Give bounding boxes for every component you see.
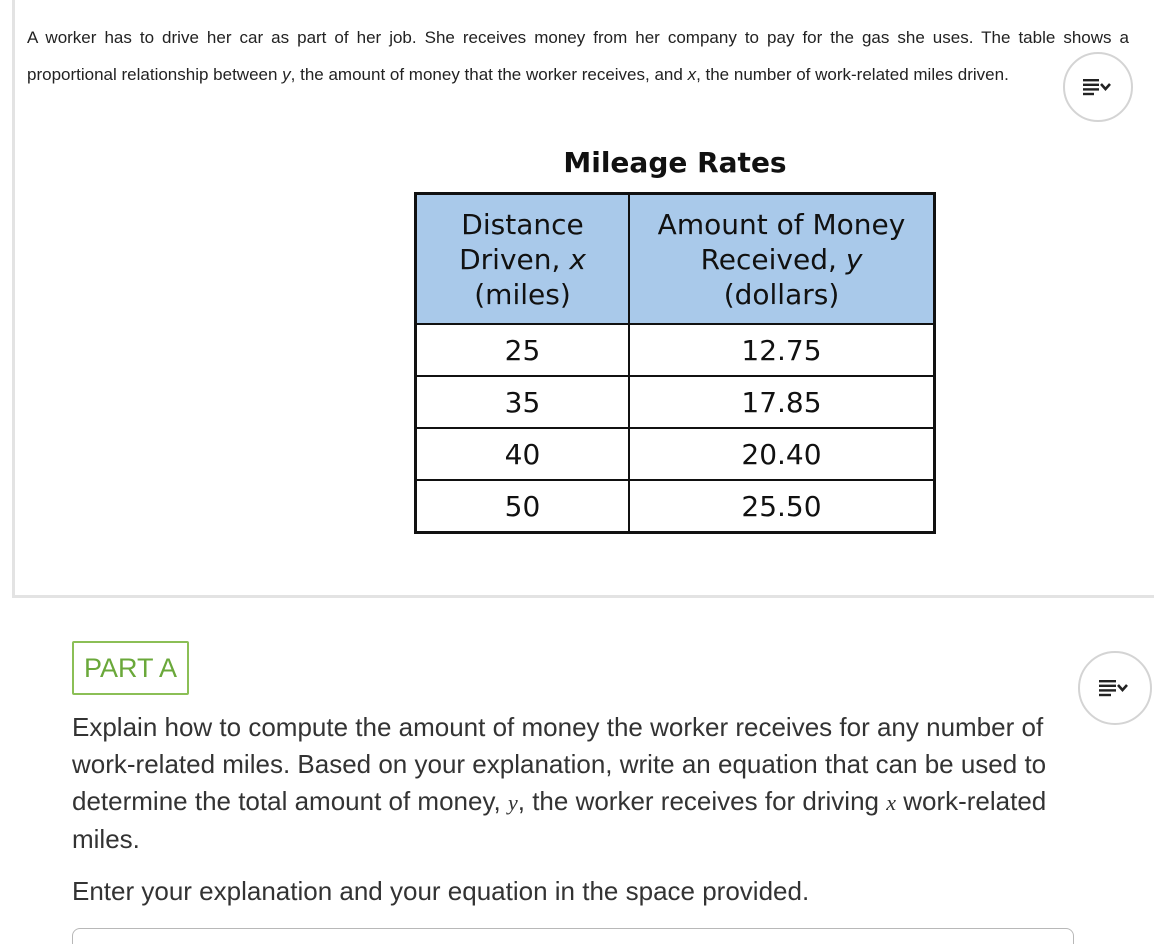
tts-menu-button-stimulus[interactable] xyxy=(1063,52,1133,122)
passage-text xyxy=(27,19,1129,93)
prompt-segment: work-related miles. xyxy=(72,786,1047,854)
variable-x: x xyxy=(886,790,896,815)
distance-cell: 35 xyxy=(416,376,630,428)
mileage-rates-table xyxy=(414,192,936,534)
header-line: (dollars) xyxy=(723,277,840,311)
distance-cell: 40 xyxy=(416,428,630,480)
distance-cell: 25 xyxy=(416,324,630,376)
variable-x: x xyxy=(687,65,697,84)
part-a-prompt xyxy=(72,709,1062,858)
table-row xyxy=(416,324,935,376)
variable-y: y xyxy=(282,65,291,84)
passage-segment: , the amount of money that the worker receives, and xyxy=(290,65,688,84)
passage-segment: , the number of work-related miles driven. xyxy=(696,65,1009,84)
variable-x: x xyxy=(569,242,586,276)
prompt-segment: Explain how to compute the amount of money the worker receives for any number of work-related miles. Based on your explanation, write an equation that can be used to determine the total amount of money, xyxy=(72,712,1047,816)
header-line: Amount of Money xyxy=(657,207,906,241)
part-a-label: PART A xyxy=(72,641,189,695)
header-text: Received, xyxy=(700,242,846,276)
header-line: Distance xyxy=(461,207,584,241)
tts-menu-button-part-a[interactable] xyxy=(1078,651,1152,725)
table-row xyxy=(416,376,935,428)
header-amount xyxy=(629,194,935,325)
text-to-speech-menu-icon xyxy=(1083,78,1113,96)
passage-segment: A worker has to drive her car as part of her job. She receives money from her company to pay for the gas she uses. The table shows a proportional relationship between xyxy=(27,28,1129,84)
amount-cell: 25.50 xyxy=(629,480,935,533)
part-a-instruction: Enter your explanation and your equation in the space provided. xyxy=(72,876,810,906)
header-line xyxy=(417,242,628,277)
amount-cell: 20.40 xyxy=(629,428,935,480)
header-line: (miles) xyxy=(474,277,571,311)
prompt-segment: , the worker receives for driving xyxy=(517,786,887,816)
variable-y: y xyxy=(507,790,518,815)
table-row xyxy=(416,480,935,533)
table-title: Mileage Rates xyxy=(563,146,787,179)
header-line xyxy=(630,242,933,277)
amount-cell: 17.85 xyxy=(629,376,935,428)
header-distance xyxy=(416,194,630,325)
answer-input[interactable] xyxy=(72,928,1074,944)
header-text: Driven, xyxy=(459,242,570,276)
amount-cell: 12.75 xyxy=(629,324,935,376)
table-row xyxy=(416,428,935,480)
variable-y: y xyxy=(845,242,863,276)
distance-cell: 50 xyxy=(416,480,630,533)
text-to-speech-menu-icon xyxy=(1099,679,1131,697)
